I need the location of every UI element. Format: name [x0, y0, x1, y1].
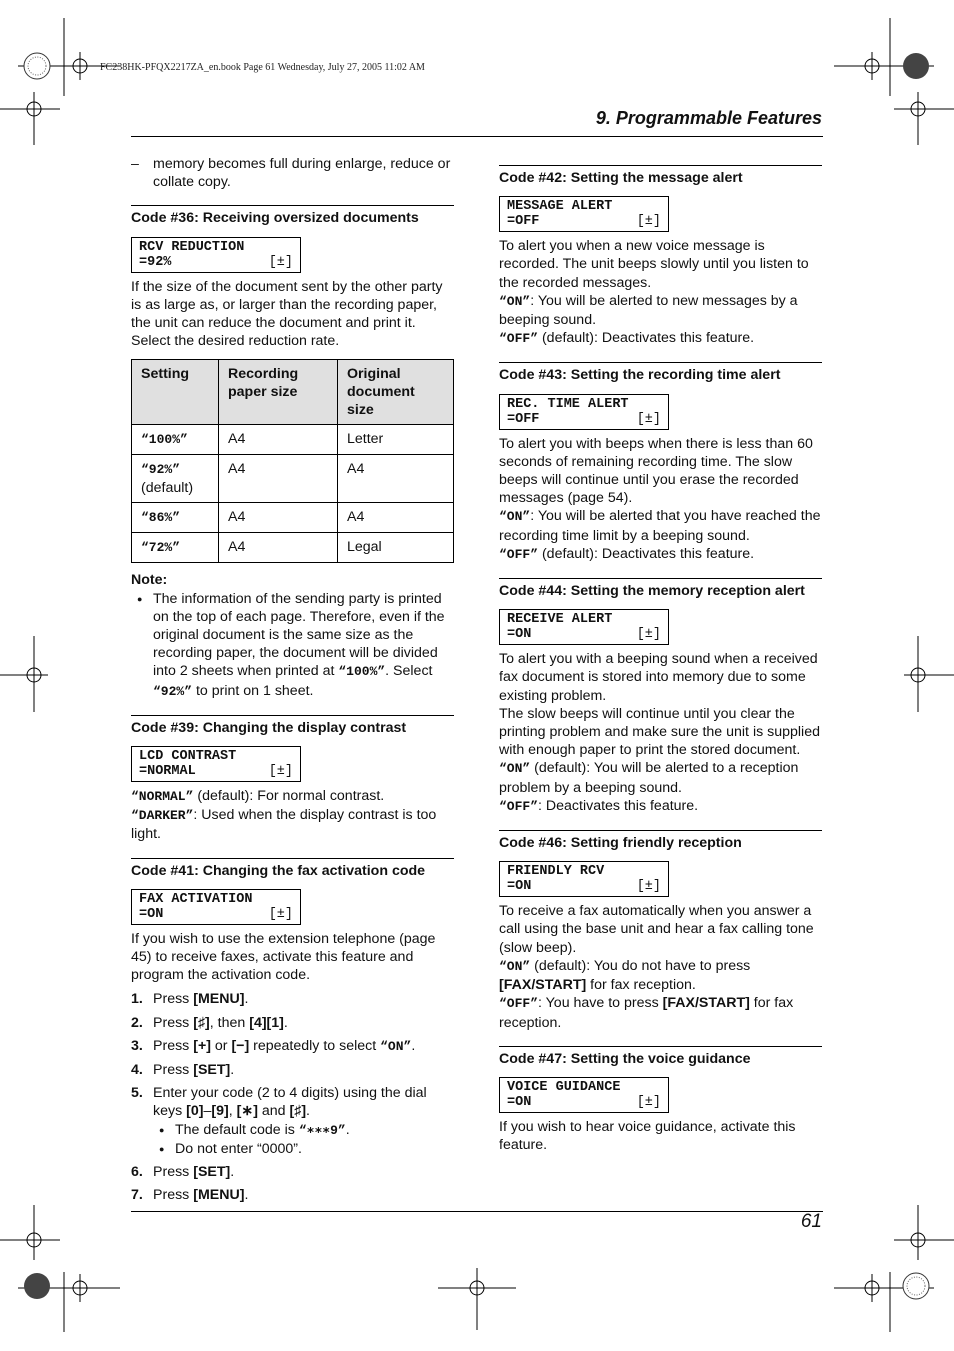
code43-body: To alert you with beeps when there is less than 60 seconds of remaining recording time. The slow beeps will continue until you erase the recorded messages (page 54).: [499, 435, 813, 507]
page-number: 61: [800, 1211, 822, 1232]
running-head: 9. Programmable Features: [595, 108, 822, 128]
code36-body: If the size of the document sent by the other party is as large as, or larger than the recording paper, the unit can reduce the document and print it. Select the desired reduction rate.: [131, 278, 443, 350]
code44-heading: Code #44: Setting the memory reception alert: [499, 578, 822, 600]
code42-body: To alert you when a new voice message is recorded. The unit beeps slowly until you listen to the recorded messages.: [499, 238, 809, 291]
table-header: Recording paper size: [219, 360, 338, 425]
code43-heading: Code #43: Setting the recording time alert: [499, 362, 822, 384]
code47-heading: Code #47: Setting the voice guidance: [499, 1046, 822, 1068]
code39-heading: Code #39: Changing the display contrast: [131, 715, 454, 737]
code46-heading: Code #46: Setting friendly reception: [499, 830, 822, 852]
code43-option-off: “OFF” (default): Deactivates this feature.: [499, 545, 755, 562]
code46-body: To receive a fax automatically when you answer a call using the base unit and hear a fax calling tone (slow beep).: [499, 903, 814, 956]
code44-lcd: RECEIVE ALERT =ON [±]: [499, 609, 669, 645]
code46-option-on: “ON” (default): You do not have to press [FAX/START] for fax reception.: [499, 957, 751, 994]
code41-body: If you wish to use the extension telephone (page 45) to receive faxes, activate this feature and program the activation code.: [131, 930, 436, 984]
code36-lcd: RCV REDUCTION =92% [±]: [131, 237, 301, 273]
code47-lcd: VOICE GUIDANCE =ON [±]: [499, 1077, 669, 1113]
step: 7. Press [MENU].: [131, 1187, 249, 1204]
code41-lcd: FAX ACTIVATION =ON [±]: [131, 889, 301, 925]
right-column: [499, 151, 822, 1154]
code42-option-on: “ON”: You will be alerted to new messages by a beeping sound.: [499, 292, 798, 329]
table-row: “86%” A4 A4: [132, 503, 454, 533]
intro-item: – memory becomes full during enlarge, reduce or collate copy.: [131, 156, 451, 191]
table-row: “100%” A4 Letter: [132, 425, 454, 455]
note-item: ● The information of the sending party is printed on the top of each page. Therefore, even if the original document is the same size as the recording paper, the document will be divided into 2 sheets when printed at “100%”. Select “92%” to print on 1 sheet.: [131, 590, 454, 701]
sub-bullet: ● The default code is “∗∗∗9”.: [153, 1121, 454, 1140]
table-header: Setting: [132, 360, 219, 425]
table-row: “72%” A4 Legal: [132, 533, 454, 563]
code44-option-off: “OFF”: Deactivates this feature.: [499, 797, 699, 814]
table-header: Original document size: [338, 360, 454, 425]
code43-option-on: “ON”: You will be alerted that you have reached the recording time limit by a beeping sound.: [499, 508, 821, 544]
table-row: “92%” (default) A4 A4: [132, 455, 454, 503]
code36-heading: Code #36: Receiving oversized documents: [131, 205, 454, 227]
step: 3. Press [+] or [−] repeatedly to select “ON”.: [131, 1037, 416, 1054]
code46-option-off: “OFF”: You have to press [FAX/START] for fax reception.: [499, 995, 794, 1031]
code39-option-normal: “NORMAL” (default): For normal contrast.: [131, 788, 385, 805]
footer-rule: [131, 1211, 823, 1212]
step: 1. Press [MENU].: [131, 991, 249, 1008]
code47-body: If you wish to hear voice guidance, activate this feature.: [499, 1118, 796, 1154]
code42-heading: Code #42: Setting the message alert: [499, 165, 822, 187]
header-rule: [131, 136, 823, 137]
code43-lcd: REC. TIME ALERT =OFF [±]: [499, 394, 669, 430]
sub-bullet: ● Do not enter “0000”.: [153, 1140, 454, 1158]
left-column: [131, 155, 454, 1210]
note-label: Note:: [131, 572, 168, 589]
step: 2. Press [♯], then [4][1].: [131, 1014, 288, 1031]
step: 5. Enter your code (2 to 4 digits) using the dial keys [0]–[9], [∗] and [♯]. ● The default code is “∗∗∗9”. ● Do not enter “0000”.: [131, 1084, 454, 1158]
code39-lcd: LCD CONTRAST =NORMAL [±]: [131, 746, 301, 782]
code44-body-2: The slow beeps will continue until you clear the printing problem and make sure the unit is supplied with enough paper to print the stored document.: [499, 705, 820, 759]
code39-option-darker: “DARKER”: Used when the display contrast is too light.: [131, 807, 437, 843]
code44-body: To alert you with a beeping sound when a received fax document is stored into memory due to some existing problem.: [499, 651, 818, 704]
code42-lcd: MESSAGE ALERT =OFF [±]: [499, 196, 669, 232]
code46-lcd: FRIENDLY RCV =ON [±]: [499, 861, 669, 897]
step: 4. Press [SET].: [131, 1062, 235, 1079]
print-slug: FC238HK-PFQX2217ZA_en.book Page 61 Wednesday, July 27, 2005 11:02 AM: [100, 62, 425, 73]
code42-option-off: “OFF” (default): Deactivates this feature.: [499, 330, 755, 347]
code41-heading: Code #41: Changing the fax activation code: [131, 858, 454, 880]
reduction-table: [131, 359, 454, 563]
code44-option-on: “ON” (default): You will be alerted to a reception problem by a beeping sound.: [499, 760, 799, 796]
step: 6. Press [SET].: [131, 1164, 235, 1181]
code41-steps: [131, 990, 454, 1204]
